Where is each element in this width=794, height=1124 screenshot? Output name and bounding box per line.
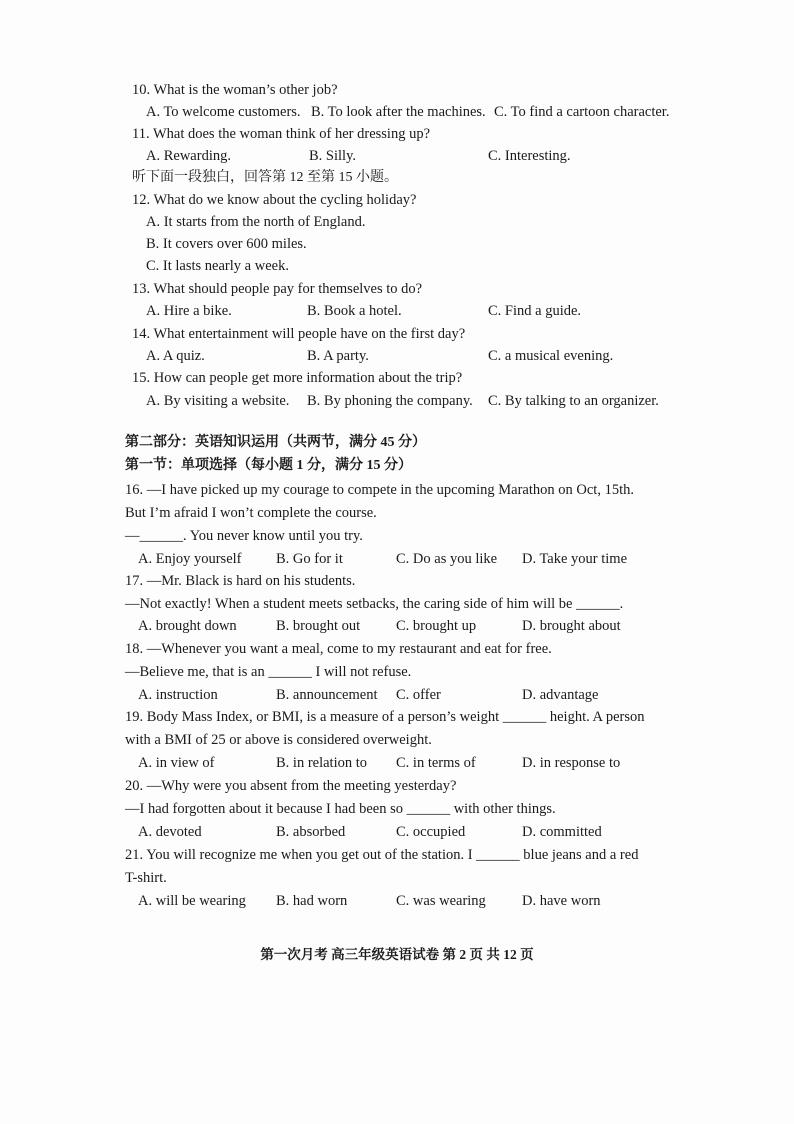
- question-16-reply: —______. You never know until you try.: [125, 528, 363, 544]
- question-19-stem-cont: with a BMI of 25 or above is considered overweight.: [125, 732, 432, 748]
- option: A. It starts from the north of England.: [146, 214, 366, 230]
- option: A. To welcome customers.: [146, 104, 301, 120]
- question-17-reply: —Not exactly! When a student meets setbacks, the caring side of him will be ______.: [125, 596, 624, 612]
- option: C. By talking to an organizer.: [488, 393, 659, 409]
- option: B. had worn: [276, 893, 348, 909]
- option: A. in view of: [138, 755, 215, 771]
- option: A. devoted: [138, 824, 202, 840]
- option: C. To find a cartoon character.: [494, 104, 670, 120]
- option: A. Enjoy yourself: [138, 551, 242, 567]
- option: C. a musical evening.: [488, 348, 614, 364]
- question-13-stem: 13. What should people pay for themselves to do?: [132, 281, 423, 297]
- question-17-stem: 17. —Mr. Black is hard on his students.: [125, 573, 356, 589]
- question-19-stem: 19. Body Mass Index, or BMI, is a measure of a person’s weight ______ height. A person: [125, 709, 645, 725]
- page-footer: 第一次月考 高三年级英语试卷 第 2 页 共 12 页: [260, 947, 534, 962]
- question-15-stem: 15. How can people get more information about the trip?: [132, 370, 463, 386]
- option: D. advantage: [522, 687, 599, 703]
- question-20-stem: 20. —Why were you absent from the meeting yesterday?: [125, 778, 457, 794]
- option: B. By phoning the company.: [307, 393, 473, 409]
- option: A. Hire a bike.: [146, 303, 232, 319]
- question-10-stem: 10. What is the woman’s other job?: [132, 82, 338, 98]
- option: C. was wearing: [396, 893, 486, 909]
- option: D. brought about: [522, 618, 621, 634]
- option: B. absorbed: [276, 824, 346, 840]
- section1-title: 第一节：单项选择（每小题 1 分，满分 15 分）: [125, 458, 412, 473]
- question-14-stem: 14. What entertainment will people have on the first day?: [132, 326, 466, 342]
- option: B. Go for it: [276, 551, 343, 567]
- question-21-stem-cont: T-shirt.: [125, 870, 167, 886]
- option: B. in relation to: [276, 755, 368, 771]
- option: B. A party.: [307, 348, 369, 364]
- question-18-reply: —Believe me, that is an ______ I will not refuse.: [125, 664, 412, 680]
- option: A. A quiz.: [146, 348, 205, 364]
- option: D. committed: [522, 824, 602, 840]
- question-20-reply: —I had forgotten about it because I had been so ______ with other things.: [125, 801, 556, 817]
- option: C. Find a guide.: [488, 303, 582, 319]
- option: A. will be wearing: [138, 893, 246, 909]
- option: C. It lasts nearly a week.: [146, 258, 289, 274]
- option: D. have worn: [522, 893, 601, 909]
- part2-title: 第二部分：英语知识运用（共两节，满分 45 分）: [125, 435, 426, 450]
- question-18-stem: 18. —Whenever you want a meal, come to my restaurant and eat for free.: [125, 641, 552, 657]
- option: B. It covers over 600 miles.: [146, 236, 307, 252]
- question-16-stem: 16. —I have picked up my courage to compete in the upcoming Marathon on Oct, 15th.: [125, 482, 634, 498]
- instruction-12-15: 听下面一段独白，回答第 12 至第 15 小题。: [132, 170, 398, 185]
- question-21-stem: 21. You will recognize me when you get out of the station. I ______ blue jeans and a red: [125, 847, 639, 863]
- option: D. Take your time: [522, 551, 628, 567]
- option: D. in response to: [522, 755, 621, 771]
- question-16-stem-cont: But I’m afraid I won’t complete the course.: [125, 505, 377, 521]
- option: A. Rewarding.: [146, 148, 231, 164]
- option: C. offer: [396, 687, 441, 703]
- option: B. To look after the machines.: [311, 104, 486, 120]
- option: C. in terms of: [396, 755, 476, 771]
- question-11-stem: 11. What does the woman think of her dressing up?: [132, 126, 431, 142]
- option: B. Book a hotel.: [307, 303, 402, 319]
- option: C. brought up: [396, 618, 477, 634]
- question-12-stem: 12. What do we know about the cycling holiday?: [132, 192, 417, 208]
- option: C. Do as you like: [396, 551, 498, 567]
- option: B. brought out: [276, 618, 361, 634]
- option: C. occupied: [396, 824, 466, 840]
- option: A. brought down: [138, 618, 237, 634]
- option: C. Interesting.: [488, 148, 571, 164]
- option: B. Silly.: [309, 148, 357, 164]
- option: A. instruction: [138, 687, 218, 703]
- option: A. By visiting a website.: [146, 393, 290, 409]
- option: B. announcement: [276, 687, 378, 703]
